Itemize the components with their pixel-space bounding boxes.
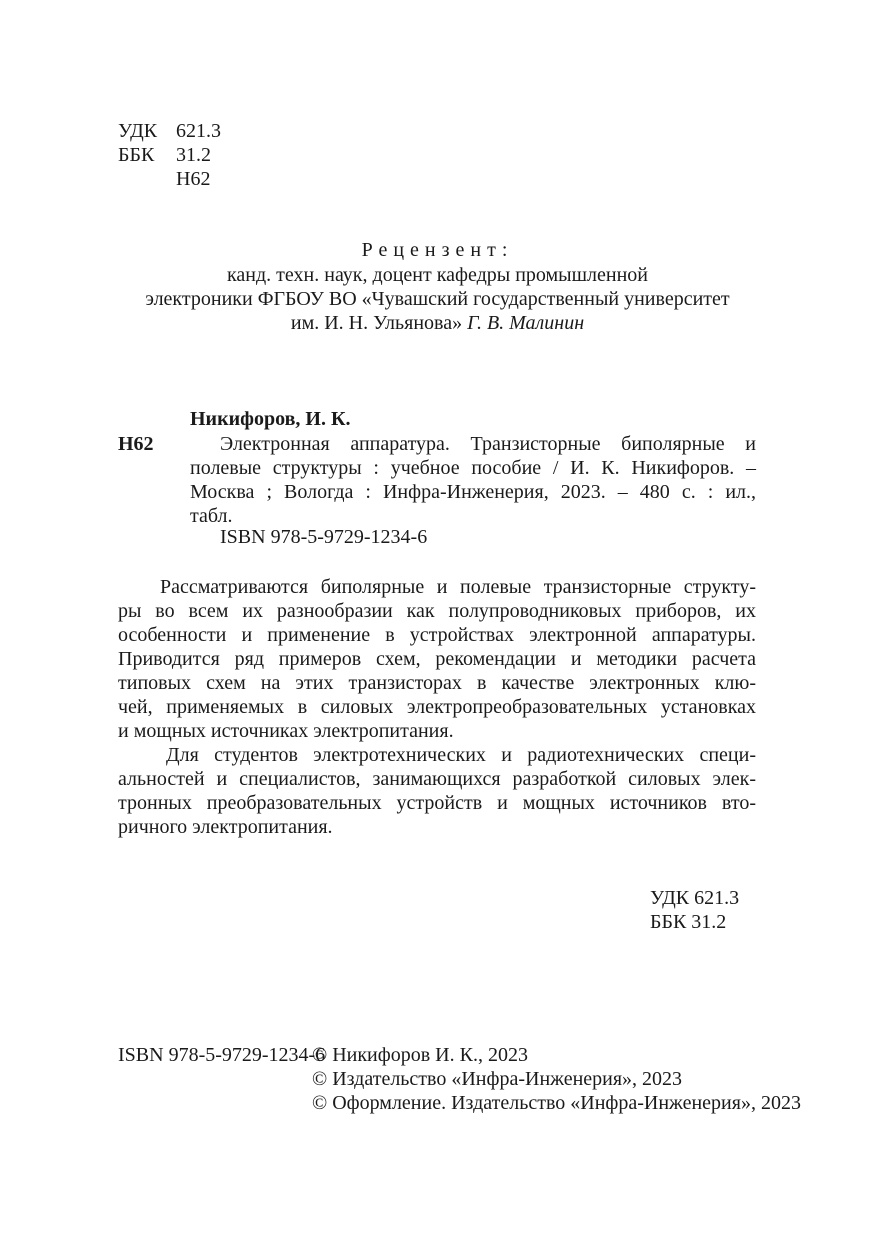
top-classification-codes (118, 119, 221, 191)
bbk-value: 31.2 (176, 144, 211, 166)
abstract-line: ричного электропитания. (118, 816, 333, 838)
abstract-line: особенности и применение в устройствах электронной аппаратуры. (118, 624, 756, 646)
entry-author: Никифоров, И. К. (190, 408, 351, 430)
reviewer-block (0, 238, 875, 335)
reviewer-line (0, 311, 875, 335)
abstract-line: ры во всем их разнообразии как полупроводниковых приборов, их (118, 600, 756, 622)
reviewer-heading: Рецензент: (361, 239, 514, 261)
author-cipher: Н62 (176, 168, 211, 190)
bottom-bbk: ББК 31.2 (650, 911, 727, 933)
udk-label: УДК (118, 120, 158, 142)
desc-line: Электронная аппаратура. Транзисторные биполярные и (220, 433, 756, 455)
copyright-line: © Издательство «Инфра-Инженерия», 2023 (312, 1068, 683, 1090)
desc-line: полевые структуры : учебное пособие / И. К. Никифоров. – (190, 457, 756, 479)
bibliographic-description (190, 432, 756, 528)
abstract-line: альностей и специалистов, занимающихся разработкой силовых элек- (118, 768, 756, 790)
abstract-line: тронных преобразовательных устройств и мощных источников вто- (118, 792, 756, 814)
abstract (118, 575, 756, 839)
copyright-line: © Оформление. Издательство «Инфра-Инженерия», 2023 (312, 1092, 801, 1114)
abstract-line: Рассматриваются биполярные и полевые транзисторные структу- (160, 576, 756, 598)
bbk-row (118, 143, 221, 167)
copyright-isbn: ISBN 978-5-9729-1234-6 (118, 1044, 326, 1066)
abstract-line: чей, применяемых в силовых электропреобразовательных установках (118, 696, 756, 718)
abstract-line: и мощных источниках электропитания. (118, 720, 454, 742)
reviewer-line: электроники ФГБОУ ВО «Чувашский государственный университет (145, 288, 730, 310)
copyright-block (118, 1043, 801, 1115)
bbk-label: ББК (118, 144, 155, 166)
udk-row (118, 119, 221, 143)
desc-line: табл. (190, 505, 233, 527)
cipher-row (118, 167, 221, 191)
bottom-classification-codes (650, 886, 739, 934)
abstract-line: Для студентов электротехнических и радиотехнических специ- (166, 744, 756, 766)
reviewer-name: Г. В. Малинин (467, 312, 585, 334)
entry-cipher: Н62 (118, 433, 154, 455)
copyright-line: © Никифоров И. К., 2023 (312, 1044, 528, 1066)
reviewer-affiliation: им. И. Н. Ульянова» (290, 312, 463, 334)
abstract-line: типовых схем на этих транзисторах в качестве электронных клю- (118, 672, 756, 694)
reviewer-line: канд. техн. наук, доцент кафедры промышленной (227, 264, 648, 286)
udk-value: 621.3 (176, 120, 221, 142)
abstract-line: Приводится ряд примеров схем, рекомендации и методики расчета (118, 648, 756, 670)
desc-line: Москва ; Вологда : Инфра-Инженерия, 2023. – 480 с. : ил., (190, 481, 756, 503)
bottom-udk: УДК 621.3 (650, 887, 740, 909)
entry-isbn: ISBN 978-5-9729-1234-6 (220, 526, 428, 548)
